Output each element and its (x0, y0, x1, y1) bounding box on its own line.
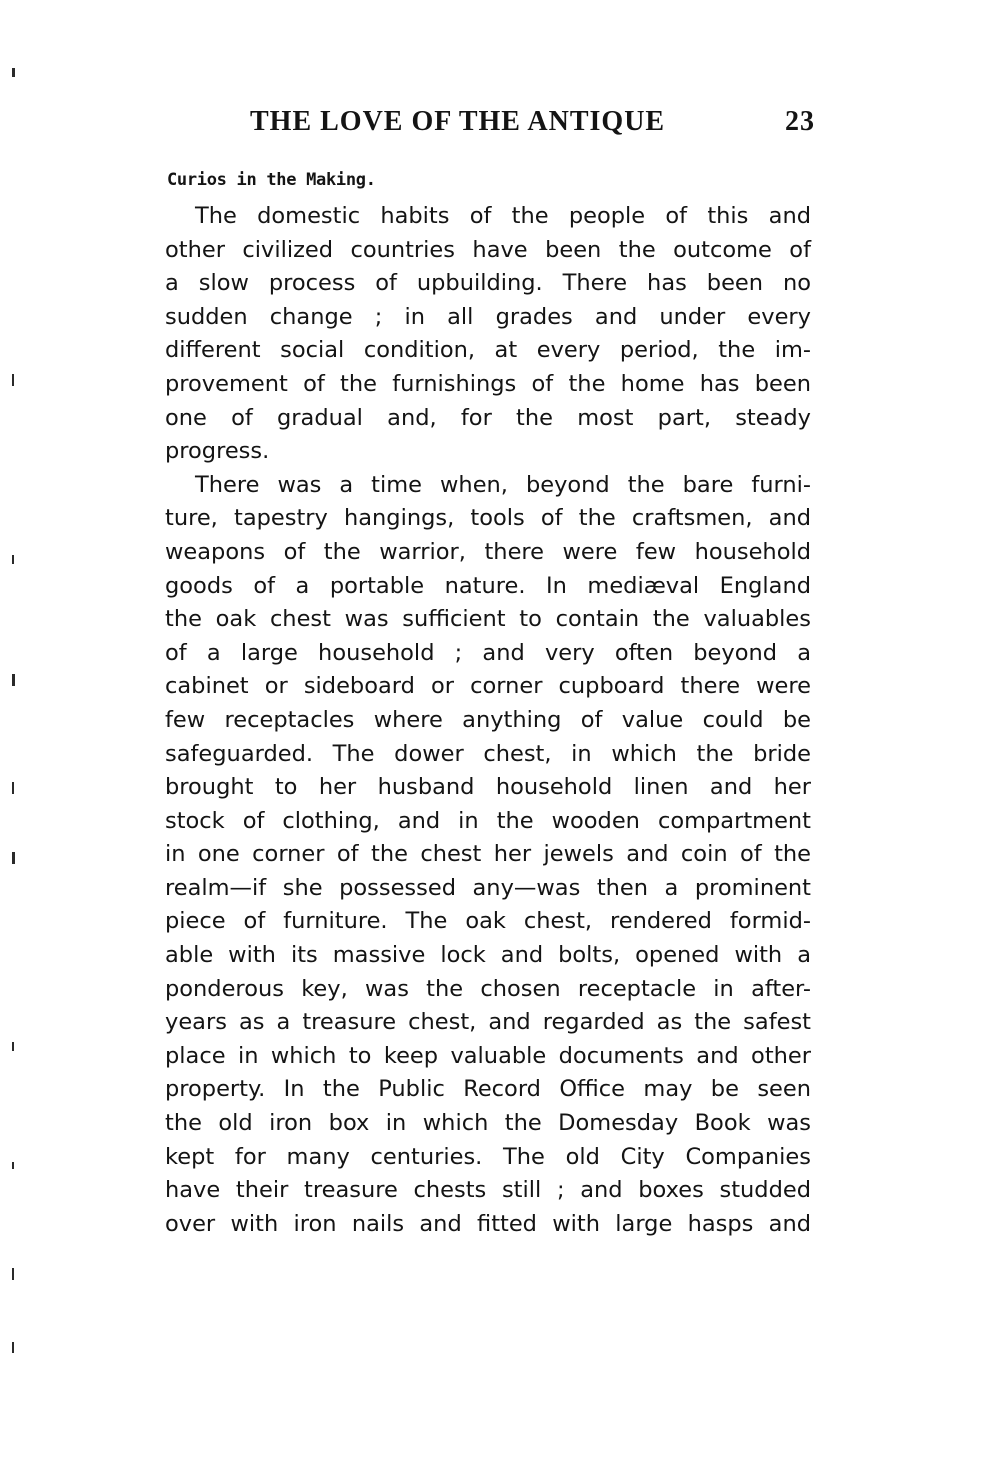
paragraph-1 (165, 200, 811, 469)
text-line: The domestic habits of the people of this and (195, 203, 811, 229)
text-line: property. In the Public Record Office may be seen (165, 1076, 811, 1103)
text-line: of a large household ; and very often beyond a (165, 639, 811, 666)
text-line: different social condition, at every period, the im- (165, 337, 811, 364)
text-line: There was a time when, beyond the bare furni- (195, 471, 811, 498)
text-line: in one corner of the chest her jewels and coin of the (165, 841, 811, 868)
running-head (250, 106, 815, 146)
scan-artifact (12, 852, 15, 864)
text-line: a slow process of upbuilding. There has been no (165, 270, 811, 297)
text-line: few receptacles where anything of value could be (165, 706, 811, 733)
scan-artifact (12, 374, 14, 386)
body-text (165, 200, 811, 1241)
text-line: the oak chest was sufficient to contain the valuables (165, 606, 811, 633)
text-line: years as a treasure chest, and regarded as the safest (165, 1009, 811, 1036)
section-sidenote: Curios in the Making. (167, 170, 376, 190)
scan-artifact (12, 782, 14, 794)
text-line: progress. (165, 438, 270, 465)
scan-artifact (12, 1042, 14, 1051)
text-line: ture, tapestry hangings, tools of the craftsmen, and (165, 505, 811, 532)
paragraph-2 (165, 469, 811, 1242)
text-line: provement of the furnishings of the home has been (165, 370, 811, 397)
scan-artifact (12, 1268, 14, 1280)
text-line: realm—if she possessed any—was then a prominent (165, 874, 811, 901)
scan-artifact (12, 555, 14, 564)
text-line: able with its massive lock and bolts, opened with a (165, 942, 811, 969)
scan-artifact (12, 1162, 14, 1169)
text-line: weapons of the warrior, there were few household (165, 538, 811, 565)
text-line: piece of furniture. The oak chest, rendered formid- (165, 908, 811, 935)
text-line: ponderous key, was the chosen receptacle in after- (165, 975, 811, 1002)
text-line: sudden change ; in all grades and under every (165, 303, 811, 330)
scan-artifact (12, 68, 15, 77)
text-line: other civilized countries have been the outcome of (165, 236, 811, 263)
text-line: have their treasure chests still ; and boxes studded (165, 1177, 811, 1204)
text-line: one of gradual and, for the most part, steady (165, 404, 811, 431)
text-line: kept for many centuries. The old City Companies (165, 1143, 811, 1170)
text-line: over with iron nails and fitted with large hasps and (165, 1210, 811, 1237)
text-line: stock of clothing, and in the wooden compartment (165, 807, 811, 834)
text-line: safeguarded. The dower chest, in which the bride (165, 740, 811, 767)
page-number: 23 (785, 106, 815, 137)
text-line: brought to her husband household linen and her (165, 774, 811, 801)
text-line: goods of a portable nature. In mediæval England (165, 572, 811, 599)
scan-artifact (12, 1342, 14, 1353)
text-line: place in which to keep valuable documents and other (165, 1042, 811, 1069)
text-line: the old iron box in which the Domesday Book was (165, 1110, 811, 1137)
scan-artifact (12, 674, 15, 686)
text-line: cabinet or sideboard or corner cupboard there were (165, 673, 811, 700)
running-title: THE LOVE OF THE ANTIQUE (250, 106, 666, 137)
